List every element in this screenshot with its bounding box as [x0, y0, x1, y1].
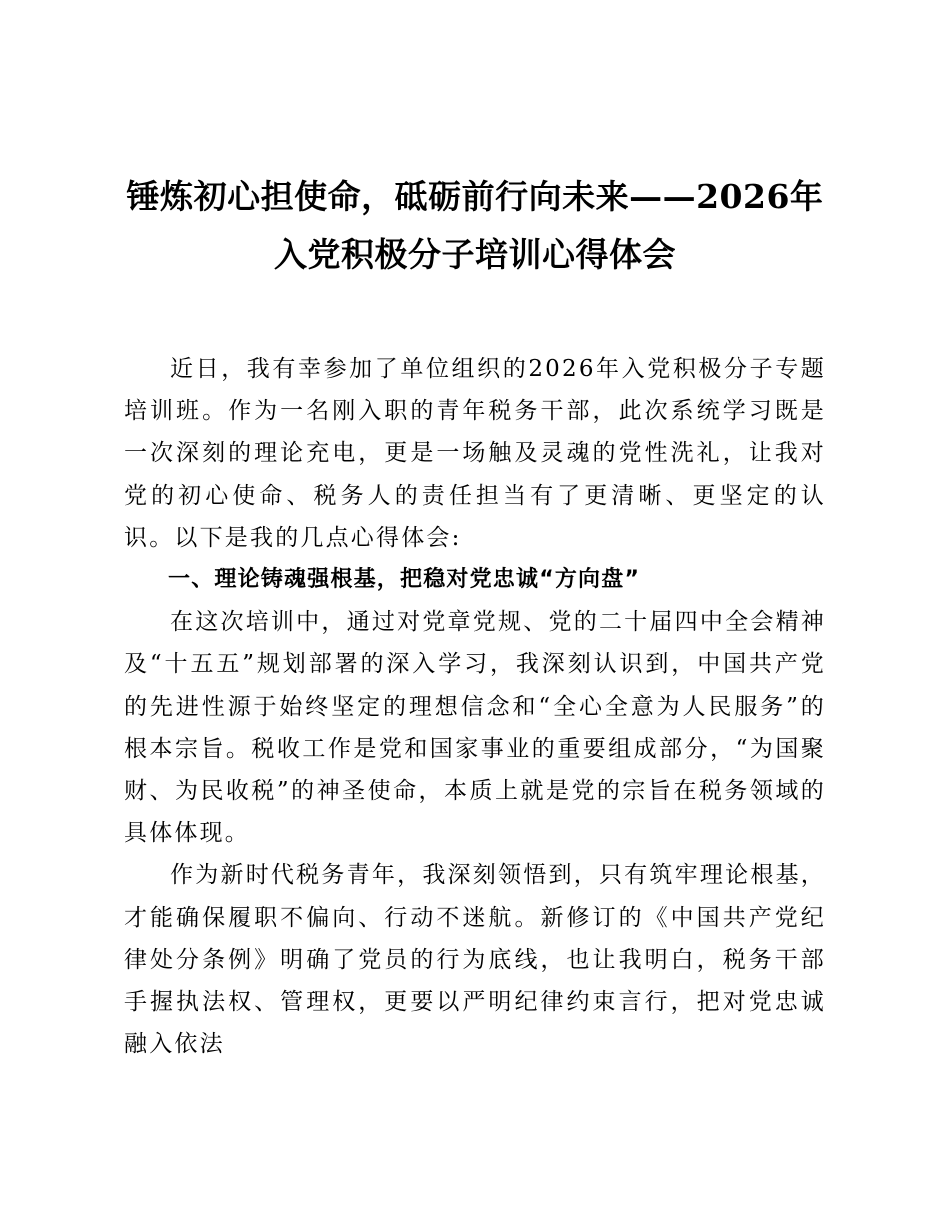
paragraph-theory: 在这次培训中，通过对党章党规、党的二十届四中全会精神及“十五五”规划部署的深入学习，我深刻认识到，中国共产党的先进性源于始终坚定的理想信念和“全心全意为人民服务”的根本宗旨。税收工作是党和国家事业的重要组成部分，“为国聚财、为民收税”的神圣使命，本质上就是党的宗旨在税务领域的具体体现。 [124, 609, 826, 847]
paragraph-youth: 作为新时代税务青年，我深刻领悟到，只有筑牢理论根基，才能确保履职不偏向、行动不迷航。新修订的《中国共产党纪律处分条例》明确了党员的行为底线，也让我明白，税务干部手握执法权、管理权，更要以严明纪律约束言行，把对党忠诚融入依法 [124, 862, 826, 1058]
title-line-2: 入党积极分子培训心得体会 [274, 235, 676, 274]
document-title [100, 168, 850, 284]
paragraph-intro: 近日，我有幸参加了单位组织的2026年入党积极分子专题培训班。作为一名刚入职的青年税务干部，此次系统学习既是一次深刻的理论充电，更是一场触及灵魂的党性洗礼，让我对党的初心使命、税务人的责任担当有了更清晰、更坚定的认识。以下是我的几点心得体会: [124, 356, 826, 551]
document-body [124, 348, 826, 1065]
title-line-1: 锤炼初心担使命，砥砺前行向未来——2026年 [126, 177, 824, 216]
section-heading-1: 一、理论铸魂强根基，把稳对党忠诚“方向盘” [168, 567, 641, 593]
